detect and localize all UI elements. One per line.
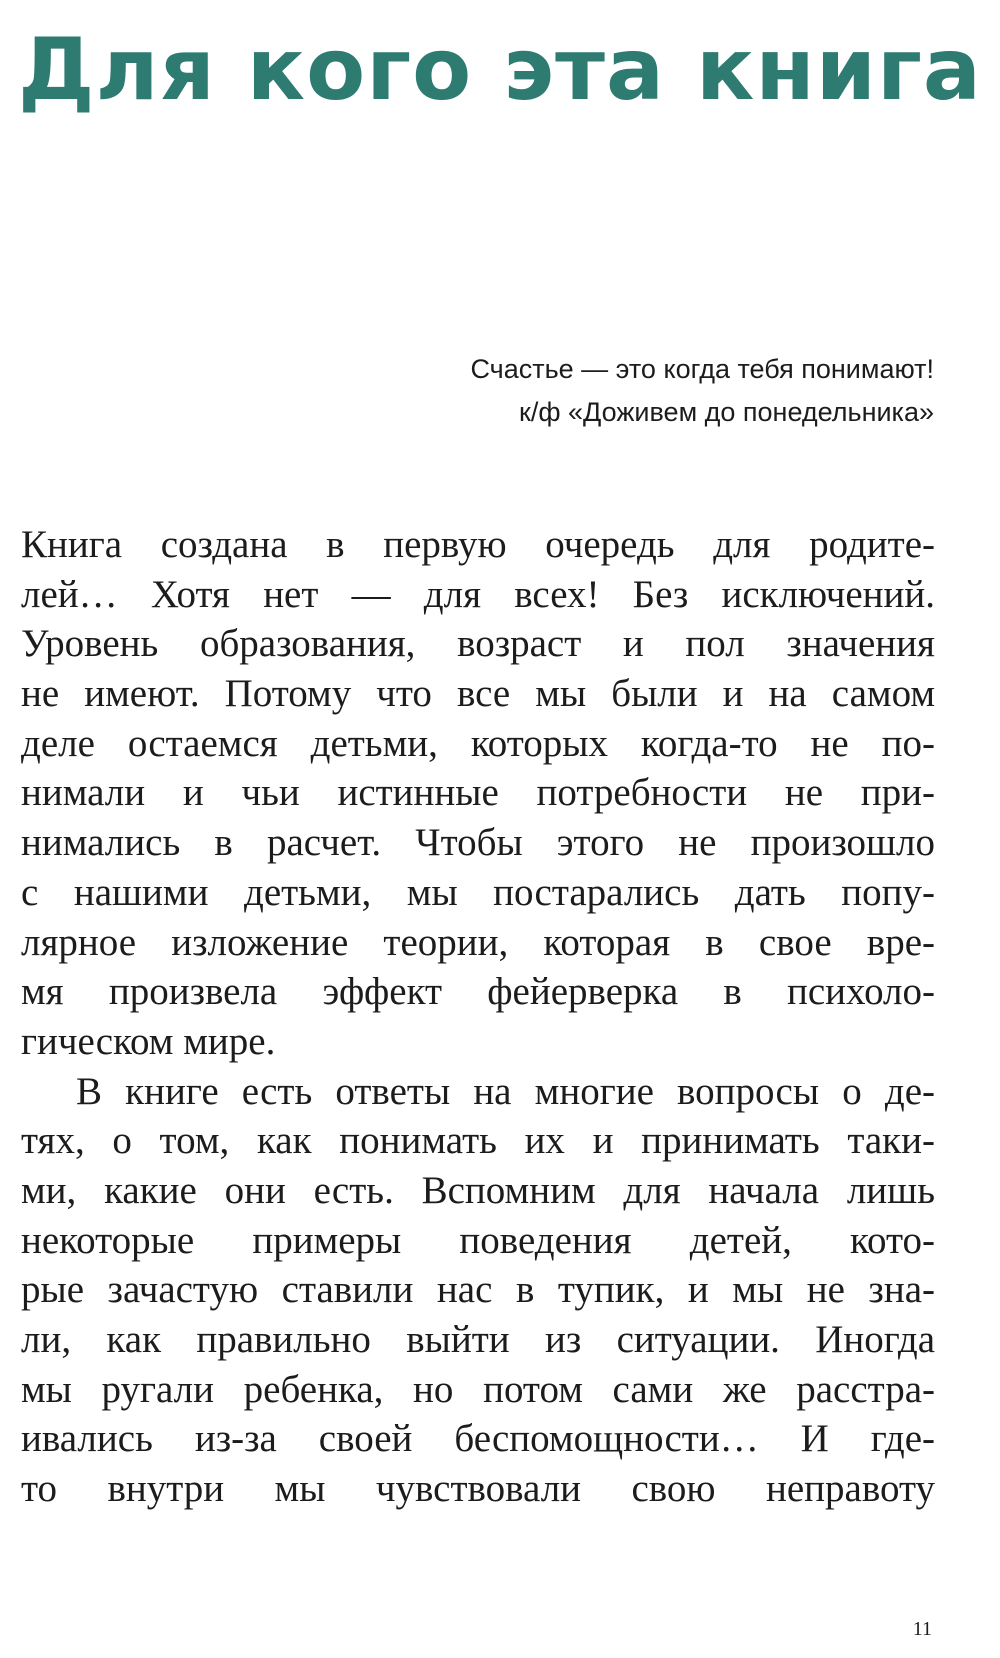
text-line: нимались в расчет. Чтобы этого не произошло xyxy=(21,821,935,865)
text-line: лярное изложение теории, которая в свое вре- xyxy=(21,920,935,964)
text-line: то внутри мы чувствовали свою неправоту xyxy=(21,1467,935,1511)
text-line: лей… Хотя нет — для всех! Без исключений. xyxy=(21,572,935,616)
epigraph-source: к/ф «Доживем до понедельника» xyxy=(519,397,934,427)
epigraph xyxy=(470,348,934,434)
text-line: нимали и чьи истинные потребности не при- xyxy=(21,771,935,815)
text-line: с нашими детьми, мы постарались дать попу- xyxy=(21,870,935,914)
text-line: рые зачастую ставили нас в тупик, и мы не зна- xyxy=(21,1268,935,1312)
body-text xyxy=(21,520,935,1514)
text-line: ми, какие они есть. Вспомним для начала лишь xyxy=(21,1168,935,1212)
text-line: мы ругали ребенка, но потом сами же расстра- xyxy=(21,1367,935,1411)
text-line: ли, как правильно выйти из ситуации. Иногда xyxy=(21,1318,935,1361)
text-line: Книга создана в первую очередь для родите- xyxy=(21,523,935,566)
paragraph-2 xyxy=(21,1067,935,1514)
text-line: некоторые примеры поведения детей, кото- xyxy=(21,1218,935,1262)
paragraph-1 xyxy=(21,520,935,1067)
epigraph-quote: Счастье — это когда тебя понимают! xyxy=(470,354,934,384)
text-line: ивались из-за своей беспомощности… И где- xyxy=(21,1417,935,1461)
text-line: не имеют. Потому что все мы были и на самом xyxy=(21,672,935,716)
text-line: гическом мире. xyxy=(21,1019,276,1063)
chapter-title: Для кого эта книга xyxy=(18,20,982,120)
text-line: деле остаемся детьми, которых когда-то не по- xyxy=(21,721,935,765)
text-line: Уровень образования, возраст и пол значения xyxy=(21,622,935,666)
text-line: мя произвела эффект фейерверка в психоло- xyxy=(21,970,935,1014)
text-line: В книге есть ответы на многие вопросы о де- xyxy=(76,1069,935,1113)
text-line: тях, о том, как понимать их и принимать таки- xyxy=(21,1119,935,1163)
page-number: 11 xyxy=(912,1618,932,1640)
